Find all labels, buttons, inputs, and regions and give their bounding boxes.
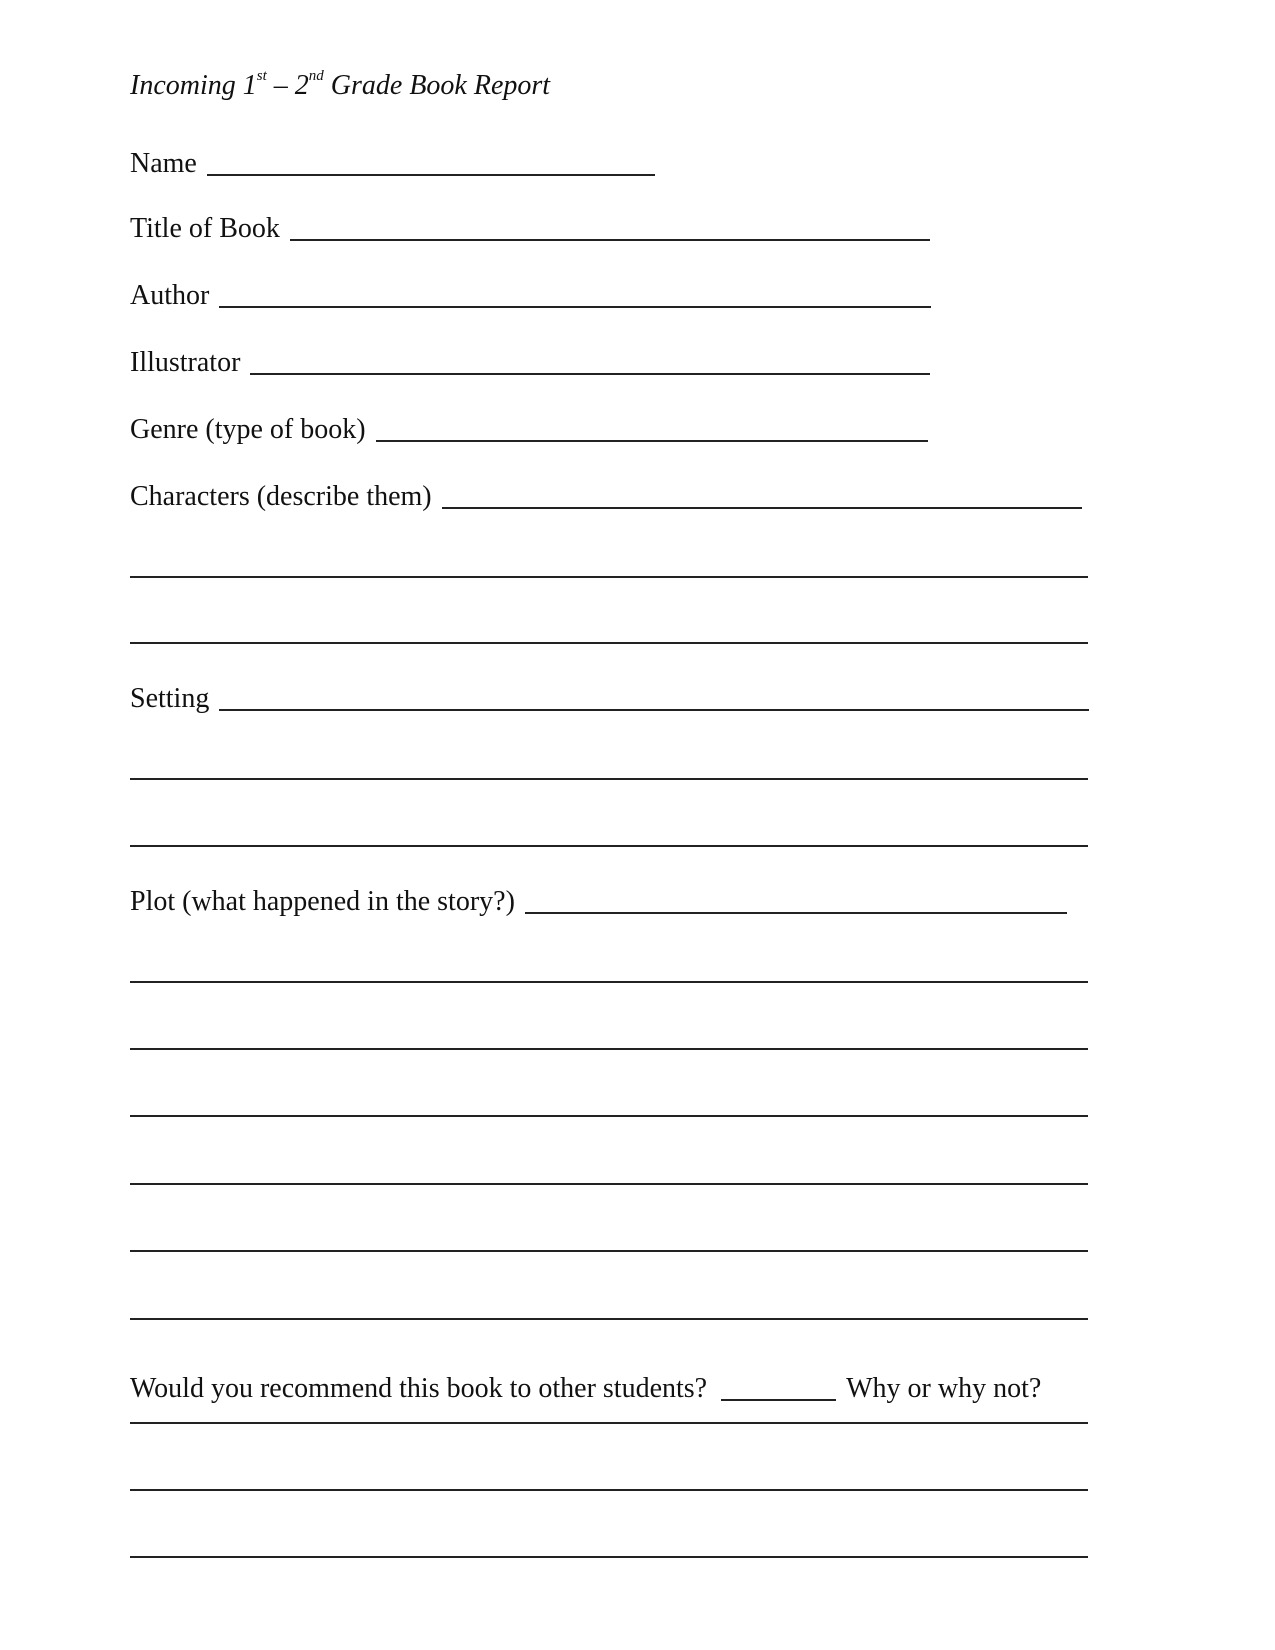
plot-line-2[interactable]: [130, 981, 1088, 983]
name-blank[interactable]: [207, 146, 655, 176]
recommend-row: [130, 1365, 1041, 1405]
recommend-line-1[interactable]: [130, 1422, 1088, 1424]
setting-line-3[interactable]: [130, 845, 1088, 847]
genre-label: Genre (type of book): [130, 414, 366, 445]
author-label: Author: [130, 280, 210, 311]
recommend-question: Would you recommend this book to other students?: [130, 1373, 708, 1404]
characters-line-2[interactable]: [130, 576, 1088, 578]
illustrator-blank[interactable]: [250, 345, 930, 375]
setting-line-2[interactable]: [130, 778, 1088, 780]
recommend-line-3[interactable]: [130, 1556, 1088, 1558]
recommend-answer-blank[interactable]: [721, 1371, 836, 1401]
title-of-book-row: [130, 205, 930, 245]
setting-row: [130, 675, 1089, 715]
title-of-book-label: Title of Book: [130, 213, 280, 244]
genre-blank[interactable]: [376, 412, 928, 442]
plot-line-4[interactable]: [130, 1115, 1088, 1117]
characters-blank[interactable]: [442, 479, 1082, 509]
plot-line-6[interactable]: [130, 1250, 1088, 1252]
author-blank[interactable]: [219, 278, 931, 308]
plot-line-7[interactable]: [130, 1318, 1088, 1320]
title-of-book-blank[interactable]: [290, 211, 930, 241]
plot-line-3[interactable]: [130, 1048, 1088, 1050]
setting-label: Setting: [130, 683, 210, 714]
setting-blank[interactable]: [219, 681, 1089, 711]
name-row: [130, 140, 655, 180]
plot-row: [130, 878, 1067, 918]
characters-line-3[interactable]: [130, 642, 1088, 644]
name-label: Name: [130, 148, 197, 179]
plot-label: Plot (what happened in the story?): [130, 886, 515, 917]
plot-blank[interactable]: [525, 884, 1067, 914]
characters-row: [130, 473, 1082, 513]
recommend-line-2[interactable]: [130, 1489, 1088, 1491]
plot-line-5[interactable]: [130, 1183, 1088, 1185]
page-title: Incoming 1st – 2nd Grade Book Report: [130, 67, 551, 101]
author-row: [130, 272, 931, 312]
illustrator-row: [130, 339, 930, 379]
why-label: Why or why not?: [846, 1373, 1042, 1404]
characters-label: Characters (describe them): [130, 481, 432, 512]
illustrator-label: Illustrator: [130, 347, 241, 378]
genre-row: [130, 406, 928, 446]
